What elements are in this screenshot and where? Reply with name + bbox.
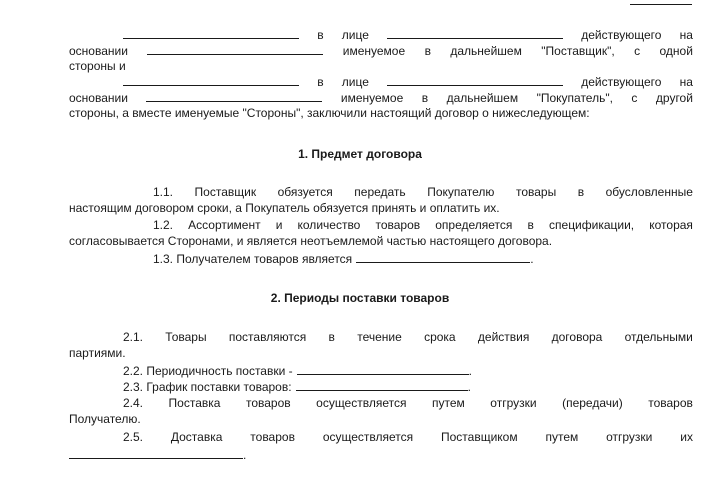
- word: 2.4.: [123, 396, 144, 410]
- word: в: [421, 91, 429, 105]
- recipient-blank: [356, 251, 530, 263]
- clause-1-2-line-1: [69, 218, 693, 233]
- word: 1.1.: [153, 185, 174, 199]
- word: путем: [545, 430, 579, 444]
- clause-text: 1.3. Получателем товаров является: [153, 252, 353, 266]
- clause-1-1-line-1: [69, 185, 693, 200]
- word: течение: [357, 330, 402, 344]
- word: (передачи): [562, 396, 623, 410]
- buyer-basis-blank: [146, 90, 322, 102]
- word: основании: [69, 91, 128, 105]
- word: с: [634, 44, 641, 58]
- clause-1-2-line-2: согласовывается Сторонами, и является неотъемлемой частью настоящего договора.: [69, 234, 553, 248]
- clause-2-2: [69, 363, 693, 378]
- clause-2-1-line-1: [69, 330, 693, 345]
- supplier-name-blank: [123, 27, 299, 39]
- clause-1-1-line-2: настоящим договором сроки, а Покупатель обязуется принять и оплатить их.: [69, 201, 500, 215]
- word: определяется: [435, 218, 513, 232]
- period: .: [530, 252, 534, 266]
- buyer-representative-blank: [387, 74, 563, 86]
- word: Покупателю: [427, 185, 495, 199]
- clause-2-1-line-2: партиями.: [69, 346, 126, 360]
- word: 1.2.: [153, 218, 174, 232]
- word: лице: [341, 75, 369, 89]
- word: на: [679, 28, 693, 42]
- word: осуществляется: [322, 430, 414, 444]
- word: товаров: [245, 396, 291, 410]
- word: отгрузки: [606, 430, 653, 444]
- word: срока: [424, 330, 456, 344]
- preamble-line-6: стороны, а вместе именуемые "Стороны", заключили настоящий договор о нижеследующем:: [69, 106, 590, 120]
- word: действующего: [581, 75, 662, 89]
- supplier-representative-blank: [387, 27, 563, 39]
- word: основании: [69, 44, 128, 58]
- word: и: [275, 218, 283, 232]
- clause-2-4-line-1: [69, 396, 693, 411]
- word: "Покупатель",: [536, 91, 613, 105]
- buyer-name-blank: [123, 74, 299, 86]
- word: поставляются: [228, 330, 307, 344]
- word: с: [631, 91, 638, 105]
- word: отгрузки: [490, 396, 537, 410]
- word: Ассортимент: [188, 218, 261, 232]
- word: их: [680, 430, 693, 444]
- word: Доставка: [170, 430, 223, 444]
- clause-2-3: [69, 379, 693, 394]
- word: именуемое: [340, 91, 404, 105]
- word: товаров: [375, 218, 421, 232]
- word: дальнейшем: [446, 91, 519, 105]
- top-right-blank-line: [630, 4, 692, 5]
- word: лице: [341, 28, 369, 42]
- word: на: [679, 75, 693, 89]
- word: 2.1.: [123, 330, 144, 344]
- clause-text: 2.3. График поставки товаров:: [123, 380, 292, 394]
- word: количество: [297, 218, 361, 232]
- schedule-blank: [296, 379, 468, 391]
- word: которая: [649, 218, 693, 232]
- word: "Поставщик",: [541, 44, 615, 58]
- preamble-line-5: [69, 90, 693, 105]
- clause-text: 2.2. Периодичность поставки -: [123, 364, 293, 378]
- word: именуемое: [342, 44, 406, 58]
- preamble-line-4: [69, 74, 693, 89]
- word: обусловленные: [605, 185, 693, 199]
- word: товары: [515, 185, 557, 199]
- word: в: [317, 75, 324, 89]
- word: другой: [655, 91, 693, 105]
- word: в: [317, 28, 324, 42]
- clause-1-3: [69, 251, 693, 266]
- clause-2-5-line-2: [69, 447, 693, 462]
- period: .: [468, 364, 472, 378]
- word: в: [577, 185, 585, 199]
- clause-2-4-line-2: Получателю.: [69, 412, 141, 426]
- word: в: [424, 44, 431, 58]
- word: в: [328, 330, 335, 344]
- period: .: [467, 380, 471, 394]
- word: отдельными: [624, 330, 693, 344]
- section-2-heading: 2. Периоды поставки товаров: [270, 291, 450, 305]
- word: одной: [659, 44, 693, 58]
- word: 2.5.: [123, 430, 144, 444]
- period: .: [243, 448, 247, 462]
- word: в: [527, 218, 534, 232]
- word: передать: [354, 185, 406, 199]
- word: действия: [477, 330, 530, 344]
- word: Товары: [165, 330, 207, 344]
- word: Поставщик: [194, 185, 257, 199]
- supplier-basis-blank: [147, 43, 323, 55]
- preamble-line-2: [69, 43, 693, 58]
- word: действующего: [581, 28, 662, 42]
- word: договора: [551, 330, 603, 344]
- word: Поставщиком: [441, 430, 518, 444]
- word: Поставка: [168, 396, 221, 410]
- word: спецификации,: [549, 218, 635, 232]
- word: дальнейшем: [450, 44, 522, 58]
- preamble-line-1: [69, 27, 693, 42]
- preamble-line-3: стороны и: [69, 59, 126, 73]
- word: товаров: [250, 430, 295, 444]
- delivery-method-blank: [69, 447, 243, 459]
- word: путем: [431, 396, 465, 410]
- section-1-heading: 1. Предмет договора: [298, 147, 422, 161]
- word: обязуется: [277, 185, 333, 199]
- word: товаров: [648, 396, 693, 410]
- periodicity-blank: [297, 363, 469, 375]
- word: осуществляется: [316, 396, 407, 410]
- clause-2-5-line-1: [69, 430, 693, 445]
